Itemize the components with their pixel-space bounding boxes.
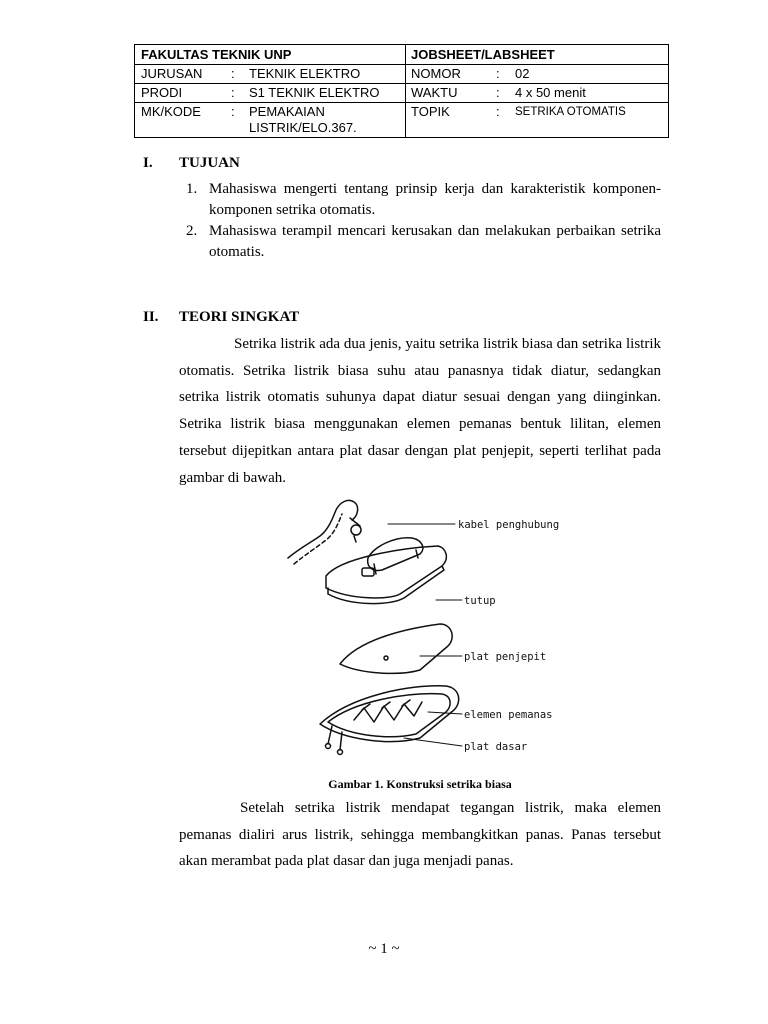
paragraph-line: pemanas dialiri arus listrik, sehingga membangkitkan panas. Panas tersebut (179, 827, 661, 843)
colon: : (231, 85, 235, 100)
paragraph-line: Setelah setrika listrik mendapat tegangan listrik, maka elemen (240, 800, 661, 816)
iron-construction-figure (270, 488, 600, 768)
faculty-title: FAKULTAS TEKNIK UNP (141, 47, 292, 62)
table-divider-vertical (405, 45, 406, 137)
colon: : (231, 104, 235, 119)
list-number: 2. (186, 223, 198, 239)
section-number: II. (143, 309, 159, 325)
section-title-teori: TEORI SINGKAT (179, 309, 300, 325)
prodi-value: S1 TEKNIK ELEKTRO (249, 85, 380, 100)
jobsheet-title: JOBSHEET/LABSHEET (411, 47, 555, 62)
label-plat-penjepit: plat penjepit (464, 651, 547, 663)
header-table (134, 44, 669, 138)
nomor-value: 02 (515, 66, 530, 81)
figure-caption: Gambar 1. Konstruksi setrika biasa (328, 777, 512, 791)
topik-label: TOPIK (411, 104, 450, 119)
waktu-label: WAKTU (411, 85, 458, 100)
section-number: I. (143, 155, 153, 171)
paragraph-line: akan merambat pada plat dasar dan juga menjadi panas. (179, 853, 514, 869)
heating-element-drawing (354, 702, 422, 722)
iron-cover-drawing (326, 546, 446, 598)
label-elemen-pemanas: elemen pemanas (464, 709, 553, 721)
label-kabel: kabel penghubung (458, 519, 560, 531)
jurusan-value: TEKNIK ELEKTRO (249, 66, 361, 81)
table-divider (135, 102, 668, 103)
list-item-text: otomatis. (209, 244, 265, 260)
jurusan-label: JURUSAN (141, 66, 203, 81)
colon: : (496, 66, 500, 81)
list-number: 1. (186, 181, 198, 197)
mk-kode-value-line2: LISTRIK/ELO.367. (249, 120, 357, 135)
paragraph-line: tersebut dijepitkan antara plat dasar dengan plat penjepit, seperti terlihat pada (179, 443, 661, 459)
label-tutup: tutup (464, 595, 496, 607)
label-plat-dasar: plat dasar (464, 741, 528, 753)
prodi-label: PRODI (141, 85, 183, 100)
paragraph-line: setrika listrik otomatis suhunya dapat diatur sesuai dengan yang diinginkan. (179, 389, 661, 405)
topik-value: SETRIKA OTOMATIS (515, 106, 626, 118)
paragraph-line: otomatis. Setrika listrik biasa suhu atau panasnya tidak diatur, sedangkan (179, 363, 661, 379)
colon: : (496, 104, 500, 119)
paragraph-line: Setrika listrik biasa menggunakan elemen pemanas bentuk lilitan, elemen (179, 416, 661, 432)
mk-kode-label: MK/KODE (141, 104, 201, 119)
nomor-label: NOMOR (411, 66, 461, 81)
table-divider (135, 83, 668, 84)
page-number: ~ 1 ~ (368, 941, 400, 957)
cable-drawing (288, 500, 358, 558)
waktu-value: 4 x 50 menit (515, 85, 586, 100)
clamp-plate-drawing (340, 624, 452, 673)
section-title-tujuan: TUJUAN (179, 155, 240, 171)
paragraph-line: gambar di bawah. (179, 470, 287, 486)
mk-kode-value: PEMAKAIAN (249, 104, 325, 119)
list-item-text: komponen setrika otomatis. (209, 202, 376, 218)
list-item-text: Mahasiswa mengerti tentang prinsip kerja dan karakteristik komponen- (209, 181, 661, 197)
list-item-text: Mahasiswa terampil mencari kerusakan dan melakukan perbaikan setrika (209, 223, 661, 239)
colon: : (496, 85, 500, 100)
paragraph-line: Setrika listrik ada dua jenis, yaitu setrika listrik biasa dan setrika listrik (234, 336, 661, 352)
colon: : (231, 66, 235, 81)
table-divider (135, 64, 668, 65)
